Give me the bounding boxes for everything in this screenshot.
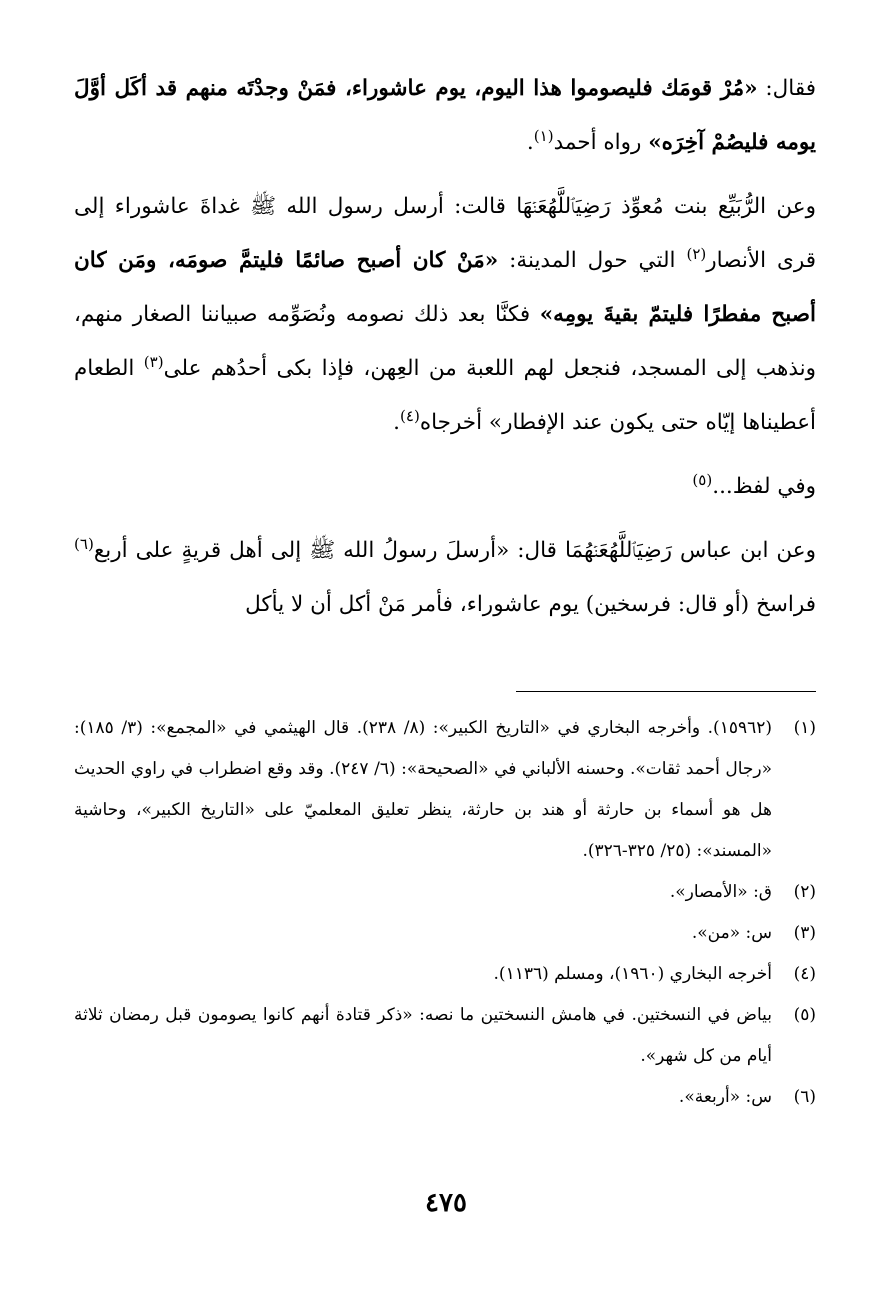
- footnote-number: (٢): [793, 882, 816, 902]
- footnote-number: (٥): [793, 1005, 816, 1025]
- paragraph-3: [74, 460, 816, 514]
- footnote-number: (٦): [793, 1087, 816, 1107]
- footnote-number: (١): [793, 718, 816, 738]
- footnote-ref: (٤): [400, 406, 420, 425]
- footnote-number: (٤): [793, 964, 816, 984]
- footnotes: [74, 708, 816, 1118]
- footnote-text: س: «أربعة».: [678, 1087, 772, 1107]
- text-segment: وعن ابن عباس رَضِيَٱللَّهُعَنۡهُمَا قال: «أرسلَ رسولُ الله ﷺ إلى أهل قريةٍ على أربع: [93, 538, 816, 563]
- footnote-4: [74, 954, 816, 995]
- footnote-3: [74, 913, 816, 954]
- paragraph-1: [74, 62, 816, 170]
- hadith-quote: «مَنْ كان أصبح صائمًا فليتمَّ صومَه، ومَن كان أصبح مفطرًا فليتمّ بقيةَ يومِه»: [74, 248, 816, 327]
- text-segment: فراسخ (أو قال: فرسخين) يوم عاشوراء، فأمر مَنْ أكل أن لا يأكل: [245, 592, 816, 617]
- footnote-text: (١٥٩٦٢). وأخرجه البخاري في «التاريخ الكبير»: (٨/ ٢٣٨). قال الهيثمي في «المجمع»: (٣/ ١٨٥): «رجال أحمد ثقات». وحسنه الألباني في «الصحيحة»: (٦/ ٢٤٧). وقد وقع اضطراب في راوي الحديث هل هو أسماء بن حارثة أو هند بن حارثة، ينظر تعليق المعلميّ على «التاريخ الكبير»، وحاشية «المسند»: (٢٥/ ٣٢٥-٣٢٦).: [74, 718, 773, 861]
- footnote-ref: (٦): [74, 534, 94, 553]
- footnote-ref: (٥): [692, 470, 713, 489]
- footnote-divider: [516, 691, 816, 692]
- text-segment: وفي لفظ...: [712, 474, 816, 499]
- hadith-quote: «مُرْ قومَك فليصوموا هذا اليوم، يوم عاشوراء، فمَنْ وجدْتَه منهم قد أكَل أوَّلَ يومه فليصُمْ آخِرَه»: [74, 76, 816, 155]
- footnote-1: [74, 708, 816, 872]
- text-segment: فكنَّا بعد ذلك نصومه ونُصَوِّمه صبياننا الصغار منهم، ونذهب إلى المسجد، فنجعل لهم اللعبة من العِهن، فإذا بكى أحدُهم على: [74, 302, 816, 381]
- main-text: [74, 62, 816, 632]
- footnote-text: بياض في النسختين. في هامش النسختين ما نصه: «ذكر قتادة أنهم كانوا يصومون قبل رمضان ثلاثة أيام من كل شهر».: [74, 1005, 772, 1066]
- text-segment: فقال:: [757, 76, 816, 101]
- paragraph-4: [74, 524, 816, 632]
- footnote-text: أخرجه البخاري (١٩٦٠)، ومسلم (١١٣٦).: [493, 964, 772, 984]
- footnote-number: (٣): [793, 923, 816, 943]
- footnote-ref: (١): [533, 126, 554, 145]
- paragraph-2: [74, 180, 816, 450]
- text-segment: التي حول المدينة:: [498, 248, 687, 273]
- footnote-ref: (٣): [143, 352, 164, 371]
- footnote-ref: (٢): [686, 244, 707, 263]
- footnote-text: ق: «الأمصار».: [669, 882, 772, 902]
- footnote-5: [74, 995, 816, 1077]
- text-segment: وعن الرُّبَيِّع بنت مُعوِّذ رَضِيَٱللَّهُعَنۡهَا قالت: أرسل رسول الله ﷺ غداةَ عاشوراء إلى قرى الأنصار: [74, 194, 816, 273]
- text-segment: .: [393, 410, 400, 435]
- page-number: ٤٧٥: [425, 1188, 467, 1218]
- footnote-text: س: «من».: [691, 923, 772, 943]
- text-segment: .: [526, 130, 534, 155]
- footnote-6: [74, 1077, 816, 1118]
- text-segment: الطعام أعطيناها إيّاه حتى يكون عند الإفطار» أخرجاه: [74, 356, 816, 435]
- text-segment: رواه أحمد: [553, 130, 649, 155]
- footnote-2: [74, 872, 816, 913]
